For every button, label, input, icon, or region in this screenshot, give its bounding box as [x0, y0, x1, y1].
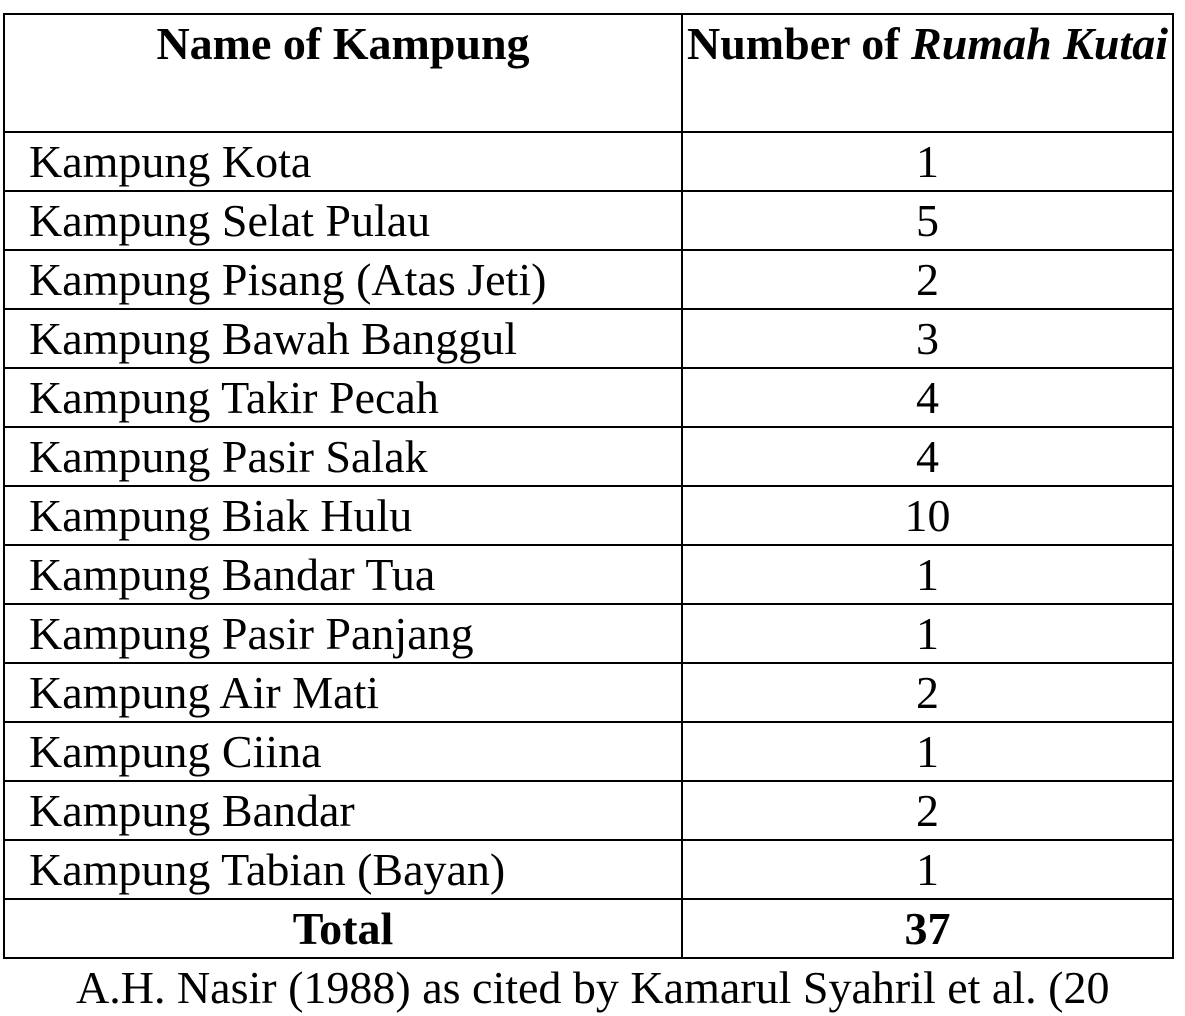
kampung-table	[3, 13, 1174, 959]
header-count-italic: Rumah Kutai	[911, 18, 1168, 69]
kampung-name-cell: Kampung Bandar Tua	[4, 545, 682, 604]
rumah-kutai-count-cell: 4	[682, 427, 1173, 486]
table-row	[4, 663, 1173, 722]
kampung-name-cell: Kampung Bandar	[4, 781, 682, 840]
total-row	[4, 899, 1173, 958]
kampung-name-cell: Kampung Tabian (Bayan)	[4, 840, 682, 899]
header-number-of-rumah-kutai	[682, 14, 1173, 132]
kampung-name-cell: Kampung Biak Hulu	[4, 486, 682, 545]
table-row	[4, 368, 1173, 427]
table-row	[4, 486, 1173, 545]
table-row	[4, 191, 1173, 250]
rumah-kutai-count-cell: 2	[682, 663, 1173, 722]
total-value: 37	[682, 899, 1173, 958]
rumah-kutai-count-cell: 4	[682, 368, 1173, 427]
kampung-name-cell: Kampung Takir Pecah	[4, 368, 682, 427]
kampung-name-cell: Kampung Selat Pulau	[4, 191, 682, 250]
rumah-kutai-count-cell: 2	[682, 250, 1173, 309]
kampung-name-cell: Kampung Kota	[4, 132, 682, 191]
rumah-kutai-count-cell: 1	[682, 840, 1173, 899]
kampung-name-cell: Kampung Ciina	[4, 722, 682, 781]
rumah-kutai-count-cell: 1	[682, 132, 1173, 191]
table-row	[4, 250, 1173, 309]
table-row	[4, 604, 1173, 663]
total-label: Total	[4, 899, 682, 958]
header-row	[4, 14, 1173, 132]
table-row	[4, 427, 1173, 486]
table-row	[4, 545, 1173, 604]
table-row	[4, 309, 1173, 368]
rumah-kutai-count-cell: 1	[682, 545, 1173, 604]
header-name-of-kampung: Name of Kampung	[4, 14, 682, 132]
rumah-kutai-count-cell: 2	[682, 781, 1173, 840]
table-row	[4, 840, 1173, 899]
table-row	[4, 722, 1173, 781]
rumah-kutai-count-cell: 1	[682, 722, 1173, 781]
rumah-kutai-count-cell: 3	[682, 309, 1173, 368]
source-note: A.H. Nasir (1988) as cited by Kamarul Syahril et al. (20	[76, 962, 1110, 1013]
kampung-name-cell: Kampung Pasir Salak	[4, 427, 682, 486]
header-count-prefix: Number of	[687, 18, 912, 69]
rumah-kutai-count-cell: 10	[682, 486, 1173, 545]
table-row	[4, 781, 1173, 840]
table-row	[4, 132, 1173, 191]
rumah-kutai-count-cell: 5	[682, 191, 1173, 250]
kampung-name-cell: Kampung Air Mati	[4, 663, 682, 722]
kampung-name-cell: Kampung Pisang (Atas Jeti)	[4, 250, 682, 309]
rumah-kutai-count-cell: 1	[682, 604, 1173, 663]
kampung-name-cell: Kampung Bawah Banggul	[4, 309, 682, 368]
kampung-name-cell: Kampung Pasir Panjang	[4, 604, 682, 663]
